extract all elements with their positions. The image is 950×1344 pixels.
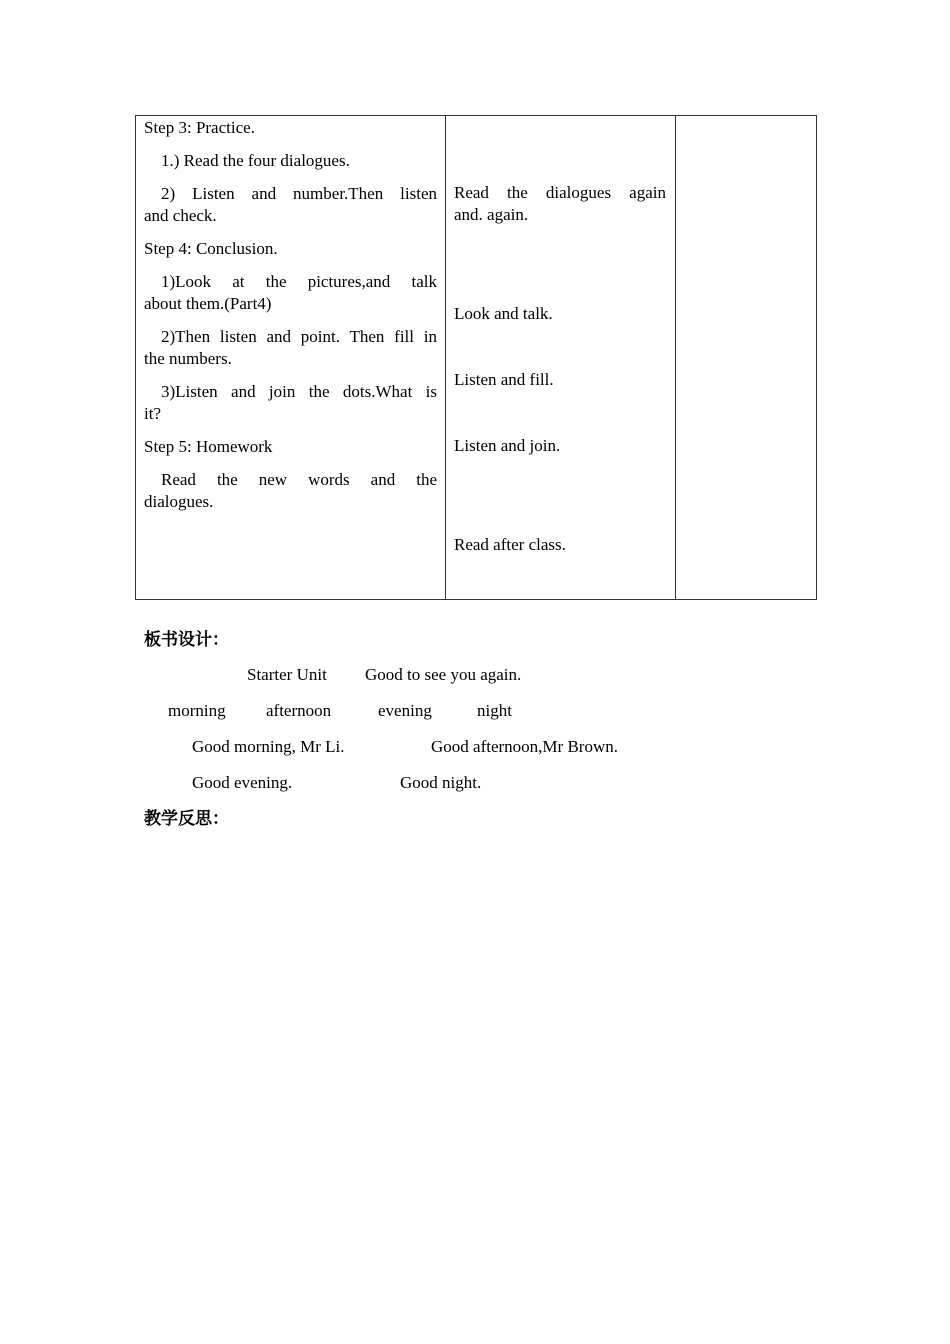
board-greeting-morning: Good morning, Mr Li. [192, 737, 345, 756]
activity-listen-join: Listen and join. [454, 436, 561, 455]
activity-read-dialogues-line2: and. again. [454, 205, 529, 224]
step3-item2-line1: 2) Listen and number.Then listen [161, 184, 437, 203]
step4-item2-line1: 2)Then listen and point. Then fill in [161, 327, 437, 346]
board-greeting-evening: Good evening. [192, 773, 293, 792]
step3-item1: 1.) Read the four dialogues. [161, 151, 350, 170]
step3-title: Step 3: Practice. [144, 118, 255, 137]
step5-title: Step 5: Homework [144, 437, 273, 456]
board-title-unit: Starter Unit [247, 665, 327, 684]
step4-item2-line2: the numbers. [144, 349, 232, 368]
activities-cell [446, 116, 676, 600]
board-greeting-afternoon: Good afternoon,Mr Brown. [431, 737, 618, 756]
step5-item-line2: dialogues. [144, 492, 214, 511]
board-design-heading: 板书设计： [144, 630, 229, 650]
step3-item2-line2: and check. [144, 206, 217, 225]
board-title-text: Good to see you again. [365, 665, 522, 684]
lesson-plan-table [135, 115, 817, 600]
board-word-night: night [477, 701, 512, 720]
step4-title: Step 4: Conclusion. [144, 239, 278, 258]
board-word-morning: morning [168, 701, 226, 720]
board-greeting-night: Good night. [400, 773, 482, 792]
activity-listen-fill: Listen and fill. [454, 370, 554, 389]
step4-item1-line2: about them.(Part4) [144, 294, 272, 313]
step5-item-line1: Read the new words and the [161, 470, 437, 489]
board-word-afternoon: afternoon [266, 701, 332, 720]
steps-cell [136, 116, 446, 600]
activity-read-after-class: Read after class. [454, 535, 566, 554]
reflection-heading: 教学反思： [144, 809, 229, 829]
board-word-evening: evening [378, 701, 432, 720]
step4-item3-line2: it? [144, 404, 161, 423]
activity-read-dialogues-line1: Read the dialogues again [454, 183, 666, 202]
notes-cell [676, 116, 817, 600]
activity-look-talk: Look and talk. [454, 304, 553, 323]
step4-item3-line1: 3)Listen and join the dots.What is [161, 382, 437, 401]
step4-item1-line1: 1)Look at the pictures,and talk [161, 272, 437, 291]
